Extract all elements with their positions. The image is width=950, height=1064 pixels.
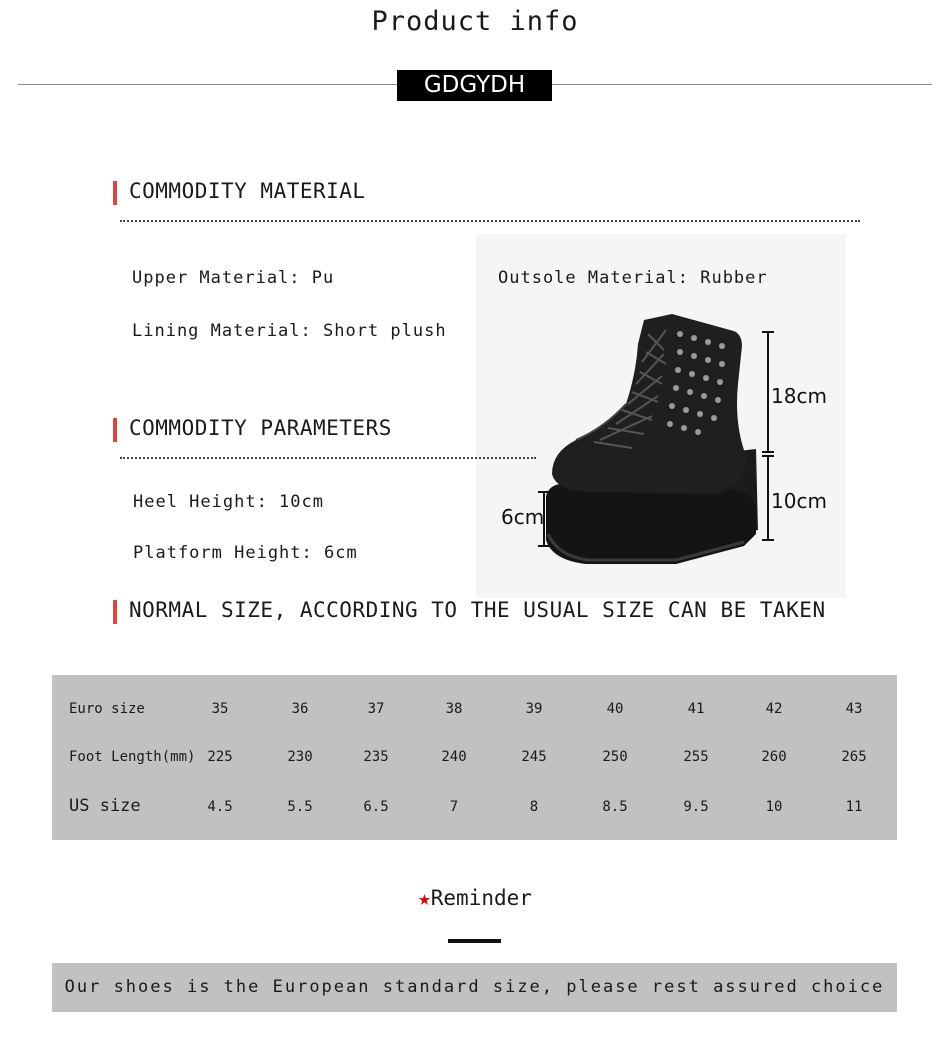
table-cell: 255 (683, 749, 709, 765)
reminder-label: Reminder (430, 886, 532, 910)
section-accent-bar (113, 181, 117, 205)
table-cell: 10 (765, 799, 783, 815)
table-cell: 250 (602, 749, 628, 765)
heel-height: Heel Height: 10cm (133, 492, 324, 512)
table-cell: 5.5 (287, 799, 313, 815)
row-label-foot-length: Foot Length(mm) (69, 749, 196, 765)
table-cell: 265 (841, 749, 867, 765)
outsole-material: Outsole Material: Rubber (498, 268, 768, 288)
upper-material: Upper Material: Pu (132, 268, 335, 288)
table-cell: 41 (687, 701, 705, 717)
table-cell: 37 (367, 701, 385, 717)
table-cell: 230 (287, 749, 313, 765)
table-cell: 225 (207, 749, 233, 765)
table-cell: 8.5 (602, 799, 628, 815)
table-cell: 7 (449, 799, 459, 815)
table-cell: 235 (363, 749, 389, 765)
table-cell: 40 (606, 701, 624, 717)
table-cell: 36 (291, 701, 309, 717)
page-title: Product info (371, 6, 579, 37)
size-note: NORMAL SIZE, ACCORDING TO THE USUAL SIZE CAN BE TAKEN (129, 598, 826, 622)
reminder-notice: Our shoes is the European standard size, please rest assured choice (52, 963, 897, 1012)
boot-image (476, 234, 846, 598)
platform-height-label: 6cm (501, 505, 545, 529)
brand-badge: GDGYDH (397, 70, 552, 101)
table-cell: 245 (521, 749, 547, 765)
dotted-divider (120, 220, 860, 222)
table-cell: 6.5 (363, 799, 389, 815)
table-cell: 42 (765, 701, 783, 717)
shaft-height-label: 18cm (771, 384, 827, 408)
row-label-euro: Euro size (69, 701, 145, 717)
boot-illustration (476, 234, 846, 598)
platform-height: Platform Height: 6cm (133, 543, 358, 563)
table-cell: 9.5 (683, 799, 709, 815)
parameters-heading: COMMODITY PARAMETERS (129, 416, 392, 440)
table-cell: 240 (441, 749, 467, 765)
table-cell: 38 (445, 701, 463, 717)
row-label-us-size: US size (69, 796, 141, 816)
lining-material: Lining Material: Short plush (132, 321, 447, 341)
section-accent-bar (113, 418, 117, 442)
dotted-divider (120, 457, 536, 459)
table-cell: 4.5 (207, 799, 233, 815)
table-cell: 8 (529, 799, 539, 815)
section-accent-bar (113, 600, 117, 624)
table-cell: 11 (845, 799, 863, 815)
table-cell: 39 (525, 701, 543, 717)
heel-height-label: 10cm (771, 489, 827, 513)
reminder-underline (448, 939, 501, 943)
table-cell: 43 (845, 701, 863, 717)
table-cell: 35 (211, 701, 229, 717)
reminder-heading (0, 886, 950, 910)
material-heading: COMMODITY MATERIAL (129, 179, 366, 203)
table-cell: 260 (761, 749, 787, 765)
star-icon: ★ (418, 886, 431, 910)
size-table (52, 675, 897, 840)
